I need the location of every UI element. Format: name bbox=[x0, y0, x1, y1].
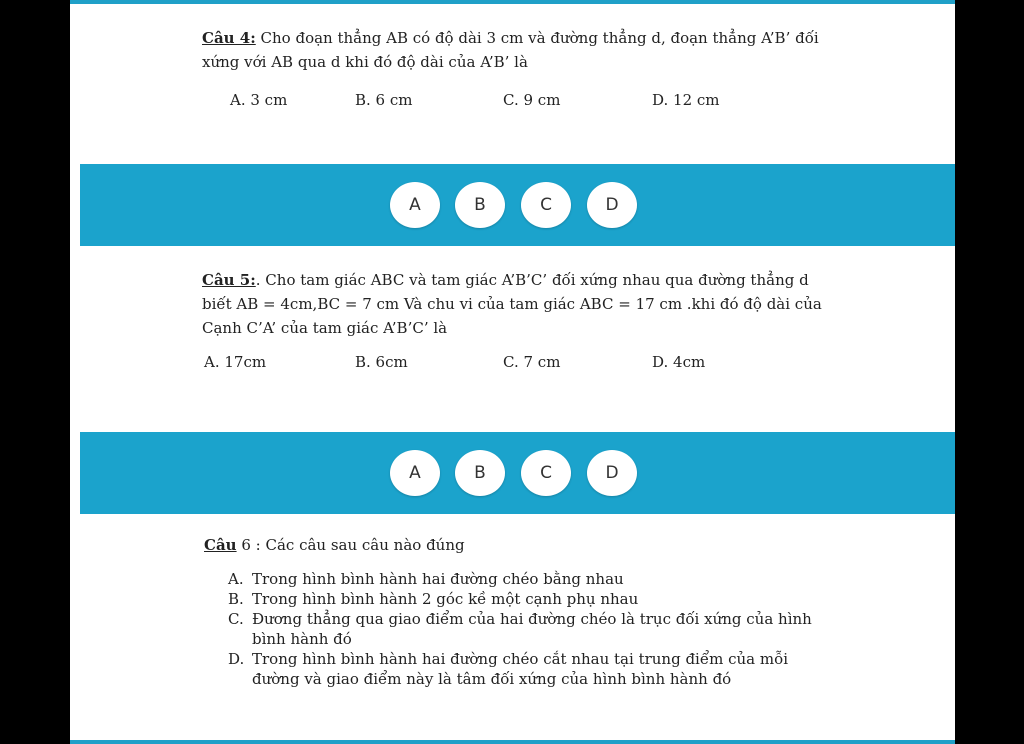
answer-band-2 bbox=[80, 432, 955, 514]
answer-c-button[interactable]: C bbox=[521, 182, 571, 228]
q6-option-a-letter: A. bbox=[228, 570, 244, 588]
q6-option-d bbox=[228, 649, 824, 689]
answer-a-button[interactable]: A bbox=[390, 450, 440, 496]
question-4-stem bbox=[202, 26, 842, 74]
question-6-text: 6 : Các câu sau câu nào đúng bbox=[236, 536, 465, 554]
q5-option-b: B. 6cm bbox=[355, 353, 408, 371]
question-4 bbox=[70, 26, 955, 112]
answer-d-button[interactable]: D bbox=[587, 182, 637, 228]
answer-d-button[interactable]: D bbox=[587, 450, 637, 496]
bottom-border bbox=[70, 740, 955, 744]
question-5-text: . Cho tam giác ABC và tam giác A’B’C’ đối xứng nhau qua đường thẳng d biết AB = 4cm,BC = 7 cm Và chu vi của tam giác ABC = 17 cm .khi đó độ dài của Cạnh C’A’ của tam giác A’B’C’ là bbox=[202, 271, 822, 337]
q6-option-d-letter: D. bbox=[228, 650, 245, 668]
question-5-options bbox=[70, 350, 955, 374]
q6-option-c bbox=[228, 609, 824, 649]
question-5-stem bbox=[202, 268, 842, 340]
q6-option-a bbox=[228, 569, 824, 589]
q6-option-b bbox=[228, 589, 824, 609]
q5-option-c: C. 7 cm bbox=[503, 353, 561, 371]
q6-option-b-letter: B. bbox=[228, 590, 244, 608]
question-4-options bbox=[70, 88, 955, 112]
question-4-label: Câu 4: bbox=[202, 29, 256, 47]
question-4-text: Cho đoạn thẳng AB có độ dài 3 cm và đường thẳng d, đoạn thẳng A’B’ đối xứng với AB qua d khi đó độ dài của A’B’ là bbox=[202, 29, 819, 71]
question-6-stem bbox=[204, 535, 824, 555]
q6-option-c-text: Đương thẳng qua giao điểm của hai đường chéo là trục đối xứng của hình bình hành đó bbox=[252, 610, 812, 648]
answer-band-1 bbox=[80, 164, 955, 246]
q6-option-b-text: Trong hình bình hành 2 góc kề một cạnh phụ nhau bbox=[252, 590, 639, 608]
q6-option-a-text: Trong hình bình hành hai đường chéo bằng nhau bbox=[252, 570, 624, 588]
top-border bbox=[70, 0, 955, 4]
question-6 bbox=[204, 535, 824, 689]
answer-b-button[interactable]: B bbox=[455, 450, 505, 496]
q6-option-c-letter: C. bbox=[228, 610, 244, 628]
q4-option-d: D. 12 cm bbox=[652, 91, 720, 109]
q5-option-a: A. 17cm bbox=[204, 353, 267, 371]
q6-option-d-text: Trong hình bình hành hai đường chéo cắt nhau tại trung điểm của mỗi đường và giao điểm này là tâm đối xứng của hình bình hành đó bbox=[252, 650, 789, 688]
answer-b-button[interactable]: B bbox=[455, 182, 505, 228]
q4-option-b: B. 6 cm bbox=[355, 91, 413, 109]
question-6-label: Câu bbox=[204, 536, 237, 554]
q5-option-d: D. 4cm bbox=[652, 353, 706, 371]
answer-a-button[interactable]: A bbox=[390, 182, 440, 228]
question-5-label: Câu 5: bbox=[202, 271, 256, 289]
question-5 bbox=[70, 268, 955, 374]
answer-c-button[interactable]: C bbox=[521, 450, 571, 496]
question-6-options bbox=[228, 569, 824, 689]
q4-option-a: A. 3 cm bbox=[230, 91, 288, 109]
q4-option-c: C. 9 cm bbox=[503, 91, 561, 109]
worksheet-page bbox=[70, 0, 955, 744]
